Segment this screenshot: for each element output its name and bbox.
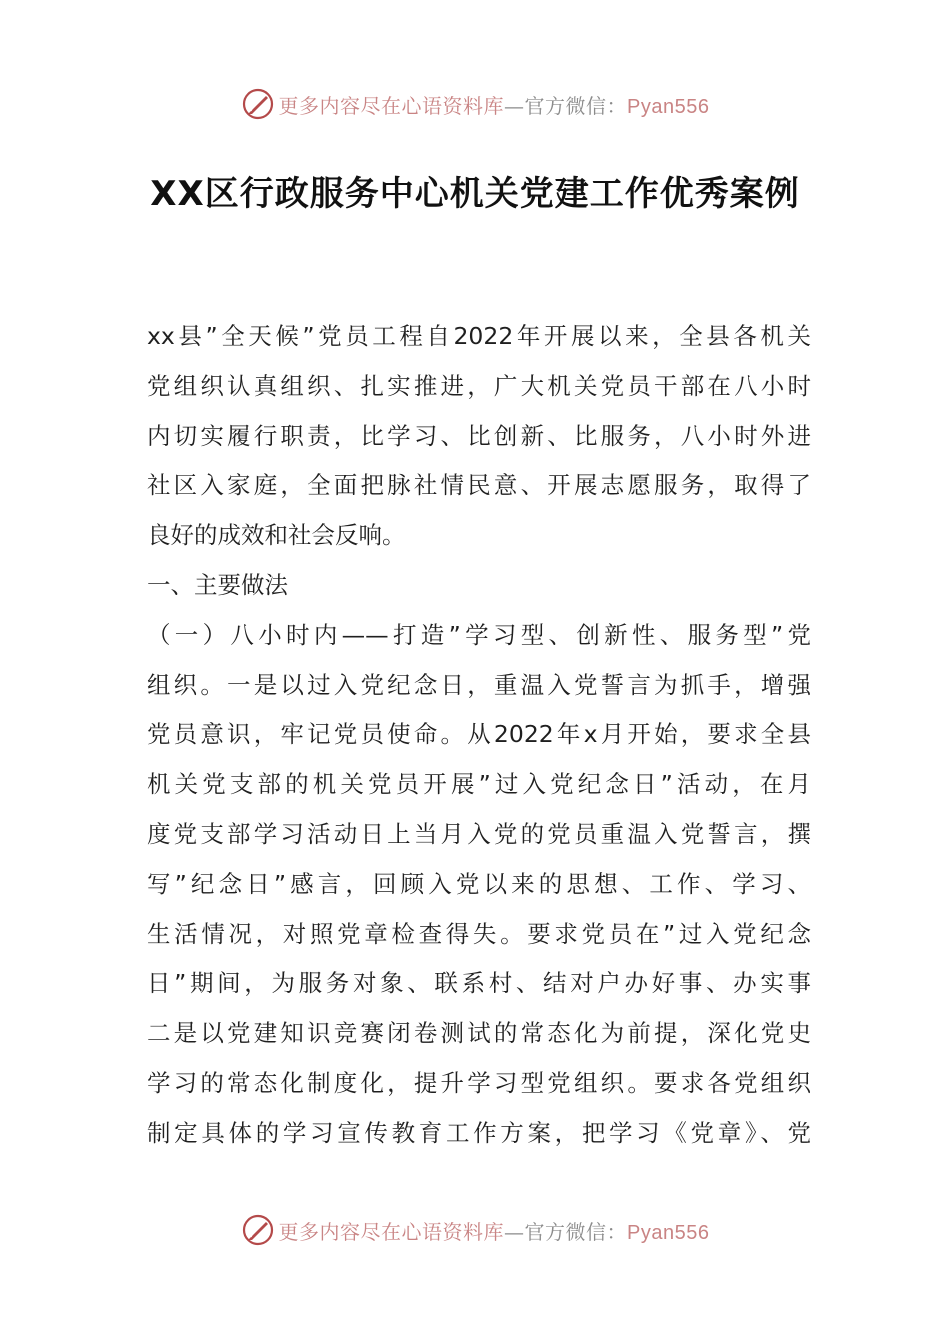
- paragraph-line: 良好的成效和社会反响。: [147, 521, 406, 550]
- footer-watermark: [0, 1208, 950, 1252]
- watermark-dash: —: [504, 1219, 525, 1244]
- paragraph-line: 社区入家庭，全面把脉社情民意、开展志愿服务，取得了: [147, 471, 811, 500]
- paragraph-line: 二是以党建知识竞赛闭卷测试的常态化为前提，深化党史: [147, 1019, 811, 1048]
- section-heading: 一、主要做法: [147, 570, 288, 599]
- paragraph-line: 日”期间，为服务对象、联系村、结对户办好事、办实事: [147, 969, 811, 998]
- watermark-label: 官方微信：: [524, 93, 628, 118]
- quill-logo-icon: [241, 87, 275, 121]
- paragraph-line: 度党支部学习活动日上当月入党的党员重温入党誓言，撰: [147, 819, 811, 848]
- quill-logo-icon: [241, 1213, 275, 1247]
- watermark-wechat-id: Pyan556: [627, 95, 710, 118]
- paragraph-line: 党员意识，牢记党员使命。从2022年x月开始，要求全县: [147, 720, 811, 749]
- header-watermark: [0, 82, 950, 126]
- paragraph-line: 党组织认真组织、扎实推进，广大机关党员干部在八小时: [147, 371, 811, 400]
- paragraph-line: 生活情况，对照党章检查得失。要求党员在”过入党纪念: [147, 919, 811, 948]
- document-title: XX区行政服务中心机关党建工作优秀案例: [150, 174, 800, 214]
- watermark-label: 官方微信：: [524, 1219, 628, 1244]
- paragraph-line: 组织。一是以过入党纪念日，重温入党誓言为抓手，增强: [147, 670, 811, 699]
- paragraph-line: 学习的常态化制度化，提升学习型党组织。要求各党组织: [147, 1068, 811, 1097]
- paragraph-line: 机关党支部的机关党员开展”过入党纪念日”活动，在月: [147, 770, 811, 799]
- paragraph-line: 内切实履行职责，比学习、比创新、比服务，八小时外进: [147, 421, 811, 450]
- paragraph-line: （一）八小时内——打造”学习型、创新性、服务型”党: [147, 620, 811, 649]
- watermark-dash: —: [504, 93, 525, 118]
- paragraph-line: xx县”全天候”党员工程自2022年开展以来，全县各机关: [147, 322, 811, 350]
- paragraph-line: 写”纪念日”感言，回顾入党以来的思想、工作、学习、: [147, 869, 811, 898]
- watermark-wechat-id: Pyan556: [627, 1221, 710, 1244]
- document-body: [147, 312, 811, 1159]
- watermark-site-text: 更多内容尽在心语资料库: [278, 1219, 505, 1244]
- watermark-site-text: 更多内容尽在心语资料库: [278, 93, 505, 118]
- paragraph-line: 制定具体的学习宣传教育工作方案，把学习《党章》、党: [147, 1118, 811, 1147]
